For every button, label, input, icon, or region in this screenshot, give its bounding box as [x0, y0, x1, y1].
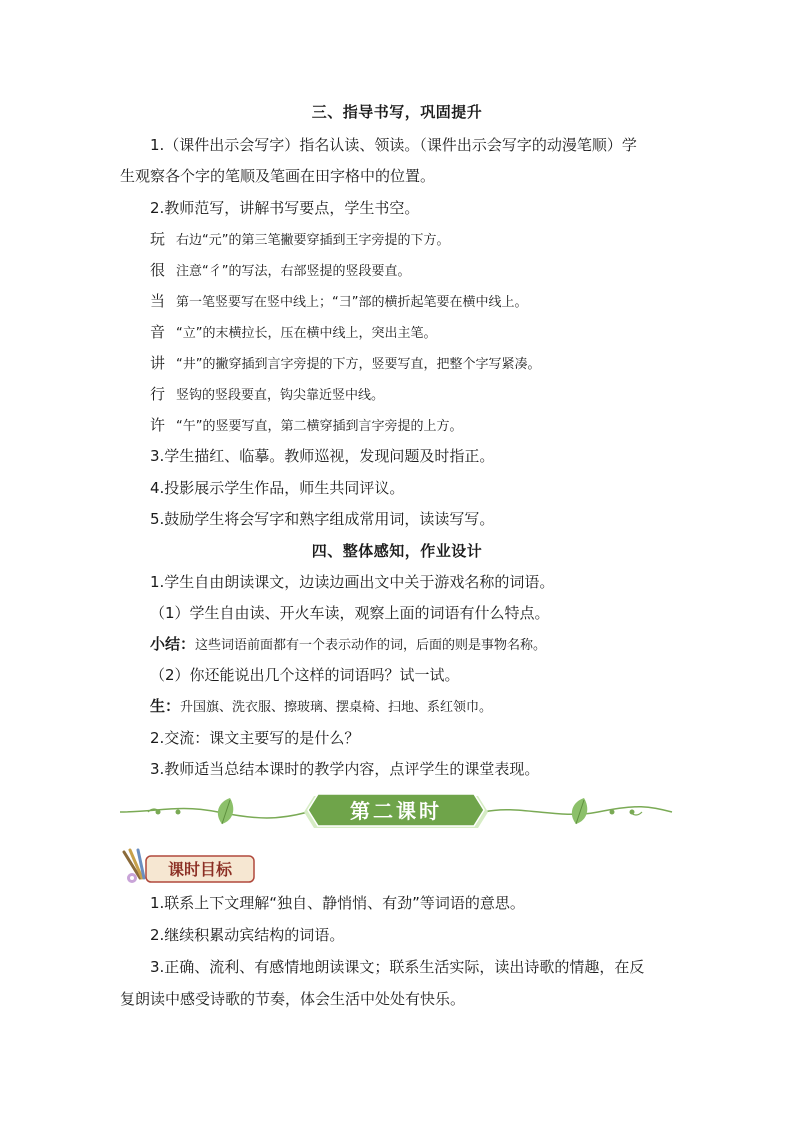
char: 讲 [150, 354, 166, 372]
paragraph: 5.鼓励学生将会写字和熟字组成常用词，读读写写。 [150, 510, 495, 528]
section-4-heading: 四、整体感知，作业设计 [311, 542, 483, 560]
summary-label: 小结： [150, 635, 196, 653]
char: 玩 [150, 230, 166, 248]
vine-dot [610, 810, 615, 815]
char: 音 [150, 323, 166, 341]
pencils-icon [124, 850, 144, 883]
objective-item: 1.联系上下文理解“独自、静悄悄、有劲”等词语的意思。 [150, 894, 525, 912]
leaf-icon [572, 798, 587, 824]
section-3-heading: 三、指导书写，巩固提升 [311, 103, 483, 121]
char: 许 [150, 416, 166, 434]
char: 行 [150, 385, 166, 403]
student-answer-line [150, 696, 492, 718]
paragraph: 2.交流：课文主要写的是什么？ [150, 729, 360, 747]
char-tip: “午”的竖要写直，第二横穿插到言字旁提的上方。 [176, 419, 463, 434]
paragraph: 1.学生自由朗读课文，边读边画出文中关于游戏名称的词语。 [150, 573, 555, 591]
char-tip-row [150, 384, 384, 406]
leaf-icon [218, 798, 233, 824]
summary-text: 这些词语前面都有一个表示动作的词，后面的则是事物名称。 [195, 638, 547, 653]
vine-left [120, 808, 308, 818]
banner-title: 第二课时 [350, 799, 442, 823]
paragraph: 生观察各个字的笔顺及笔画在田字格中的位置。 [120, 167, 436, 185]
char-tip-row [150, 322, 436, 344]
student-text: 升国旗、洗衣服、擦玻璃、摆桌椅、扫地、系红领巾。 [180, 700, 493, 715]
objective-item: 复朗读中感受诗歌的节奏，体会生活中处处有快乐。 [120, 990, 466, 1008]
char-tip: “井”的撇穿插到言字旁提的下方，竖要写直，把整个字写紧凑。 [176, 357, 541, 372]
lesson-banner [118, 790, 674, 834]
char-tip: 竖钩的竖段要直，钩尖靠近竖中线。 [176, 388, 385, 403]
char-tip-row [150, 260, 410, 282]
summary-line [150, 634, 546, 656]
vine-dot [176, 810, 181, 815]
char-tip: 第一笔竖要写在竖中线上；“彐”部的横折起笔要在横中线上。 [176, 295, 528, 310]
char: 当 [150, 292, 166, 310]
paragraph: （2）你还能说出几个这样的词语吗？试一试。 [150, 666, 460, 684]
paragraph: 3.教师适当总结本课时的教学内容，点评学生的课堂表现。 [150, 760, 540, 778]
char-tip-row [150, 415, 462, 437]
objectives-tag [118, 848, 258, 888]
paragraph: 3.学生描红、临摹。教师巡视，发现问题及时指正。 [150, 447, 495, 465]
char-tip: 右边“元”的第三笔撇要穿插到王字旁提的下方。 [176, 233, 450, 248]
paragraph: 4.投影展示学生作品，师生共同评议。 [150, 479, 405, 497]
paragraph: （1）学生自由读、开火车读，观察上面的词语有什么特点。 [150, 604, 550, 622]
student-label: 生： [150, 697, 181, 715]
paragraph: 2.教师范写，讲解书写要点，学生书空。 [150, 199, 420, 217]
char-tip: 注意“彳”的写法，右部竖提的竖段要直。 [176, 264, 411, 279]
char-tip-row [150, 291, 527, 313]
char: 很 [150, 261, 166, 279]
char-tip-row [150, 229, 449, 251]
char-tip: “立”的末横拉长，压在横中线上，突出主笔。 [176, 326, 437, 341]
objective-item: 3.正确、流利、有感情地朗读课文；联系生活实际，读出诗歌的情趣，在反 [150, 958, 645, 976]
char-tip-row [150, 353, 540, 375]
objectives-label: 课时目标 [167, 860, 233, 879]
paragraph: 1.（课件出示会写字）指名认读、领读。（课件出示会写字的动漫笔顺）学 [150, 136, 637, 154]
objective-item: 2.继续积累动宾结构的词语。 [150, 926, 345, 944]
